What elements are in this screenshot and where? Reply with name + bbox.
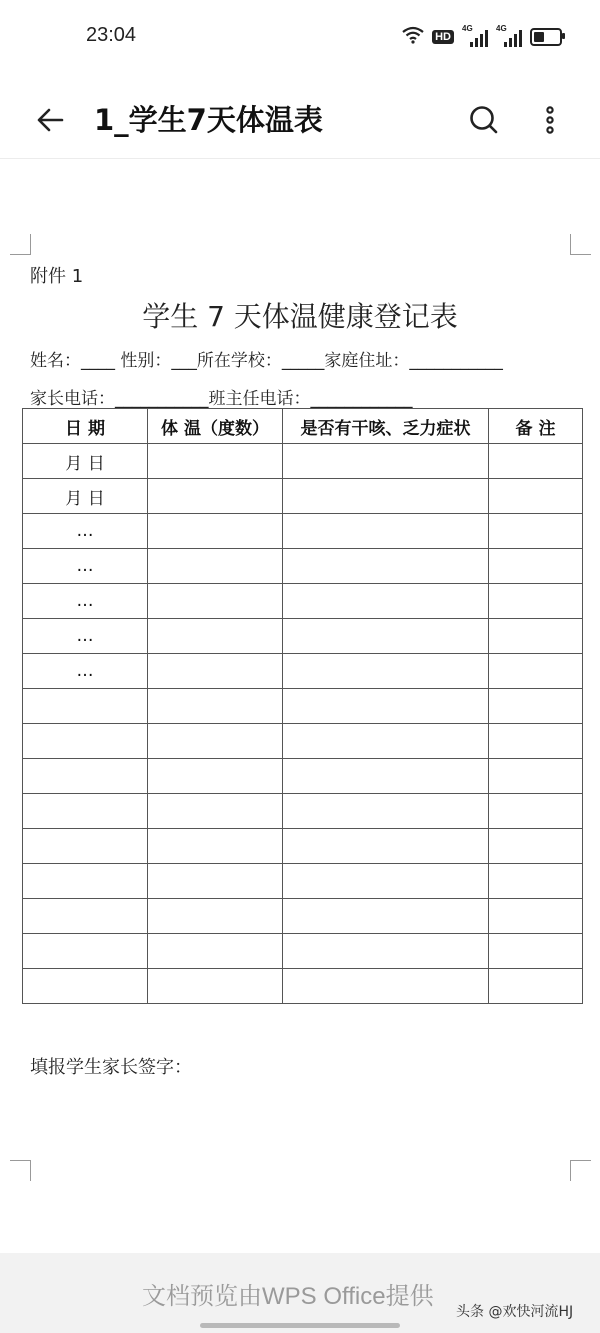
date-cell[interactable]: … bbox=[23, 584, 148, 619]
table-cell[interactable] bbox=[283, 444, 489, 479]
date-cell[interactable]: 月 日 bbox=[23, 479, 148, 514]
page-corner-mark bbox=[570, 234, 591, 255]
table-cell[interactable] bbox=[489, 864, 583, 899]
date-cell[interactable] bbox=[23, 829, 148, 864]
table-row bbox=[23, 549, 583, 584]
temperature-table bbox=[22, 408, 583, 1004]
table-cell[interactable] bbox=[489, 969, 583, 1004]
app-bar bbox=[0, 82, 600, 159]
header-symptoms: 是否有干咳、乏力症状 bbox=[283, 409, 489, 444]
date-cell[interactable] bbox=[23, 689, 148, 724]
table-cell[interactable] bbox=[148, 514, 283, 549]
table-cell[interactable] bbox=[489, 479, 583, 514]
table-cell[interactable] bbox=[283, 934, 489, 969]
hd-icon: HD bbox=[432, 30, 454, 44]
table-row bbox=[23, 829, 583, 864]
table-row bbox=[23, 969, 583, 1004]
status-bar bbox=[0, 0, 600, 72]
battery-icon bbox=[530, 28, 562, 46]
date-cell[interactable] bbox=[23, 934, 148, 969]
table-cell[interactable] bbox=[489, 759, 583, 794]
signal-4g-icon: 4G bbox=[462, 27, 488, 47]
student-info-line: 姓名：____ 性别：___所在学校：_____家庭住址：___________ bbox=[30, 351, 503, 371]
attachment-label: 附件 1 bbox=[30, 266, 84, 287]
table-row bbox=[23, 619, 583, 654]
date-cell[interactable] bbox=[23, 794, 148, 829]
date-cell[interactable] bbox=[23, 969, 148, 1004]
table-cell[interactable] bbox=[489, 724, 583, 759]
home-indicator[interactable] bbox=[200, 1323, 400, 1328]
table-cell[interactable] bbox=[489, 899, 583, 934]
table-cell[interactable] bbox=[489, 549, 583, 584]
header-date: 日 期 bbox=[23, 409, 148, 444]
date-cell[interactable]: … bbox=[23, 514, 148, 549]
date-cell[interactable] bbox=[23, 759, 148, 794]
page-corner-mark bbox=[10, 234, 31, 255]
table-cell[interactable] bbox=[283, 619, 489, 654]
table-cell[interactable] bbox=[489, 689, 583, 724]
table-cell[interactable] bbox=[148, 899, 283, 934]
table-row bbox=[23, 794, 583, 829]
status-icons bbox=[402, 26, 562, 48]
table-cell[interactable] bbox=[489, 794, 583, 829]
header-remarks: 备 注 bbox=[489, 409, 583, 444]
table-cell[interactable] bbox=[148, 444, 283, 479]
table-row bbox=[23, 654, 583, 689]
table-row bbox=[23, 479, 583, 514]
table-row bbox=[23, 689, 583, 724]
table-cell[interactable] bbox=[283, 689, 489, 724]
table-cell[interactable] bbox=[283, 829, 489, 864]
table-row bbox=[23, 584, 583, 619]
table-row bbox=[23, 864, 583, 899]
document-title: 1_学生7天体温表 bbox=[94, 103, 323, 137]
table-cell[interactable] bbox=[489, 584, 583, 619]
table-cell[interactable] bbox=[283, 549, 489, 584]
table-cell[interactable] bbox=[283, 969, 489, 1004]
table-cell[interactable] bbox=[148, 584, 283, 619]
date-cell[interactable]: … bbox=[23, 549, 148, 584]
table-cell[interactable] bbox=[489, 654, 583, 689]
table-cell[interactable] bbox=[148, 654, 283, 689]
contact-info-line: 家长电话：___________班主任电话：____________ bbox=[30, 389, 413, 409]
wifi-icon bbox=[402, 26, 424, 48]
back-arrow-icon bbox=[32, 100, 72, 140]
table-cell[interactable] bbox=[283, 864, 489, 899]
watermark: 头条 @欢快河流HJ bbox=[456, 1304, 574, 1320]
page-corner-mark bbox=[10, 1160, 31, 1181]
table-cell[interactable] bbox=[283, 584, 489, 619]
date-cell[interactable]: … bbox=[23, 619, 148, 654]
table-row bbox=[23, 759, 583, 794]
table-row bbox=[23, 899, 583, 934]
table-cell[interactable] bbox=[489, 619, 583, 654]
search-button[interactable] bbox=[464, 100, 504, 140]
table-cell[interactable] bbox=[148, 619, 283, 654]
table-row bbox=[23, 514, 583, 549]
signature-label: 填报学生家长签字： bbox=[30, 1057, 192, 1078]
table-cell[interactable] bbox=[148, 479, 283, 514]
search-icon bbox=[464, 100, 504, 140]
table-cell[interactable] bbox=[148, 724, 283, 759]
page-corner-mark bbox=[570, 1160, 591, 1181]
table-cell[interactable] bbox=[148, 829, 283, 864]
table-cell[interactable] bbox=[148, 794, 283, 829]
table-cell[interactable] bbox=[148, 759, 283, 794]
more-button[interactable] bbox=[530, 100, 570, 140]
table-cell[interactable] bbox=[489, 934, 583, 969]
table-cell[interactable] bbox=[283, 654, 489, 689]
table-cell[interactable] bbox=[148, 864, 283, 899]
table-cell[interactable] bbox=[148, 689, 283, 724]
table-cell[interactable] bbox=[148, 934, 283, 969]
more-vert-icon bbox=[530, 100, 570, 140]
table-cell[interactable] bbox=[283, 479, 489, 514]
table-header-row bbox=[23, 409, 583, 444]
table-cell[interactable] bbox=[489, 514, 583, 549]
table-cell[interactable] bbox=[148, 969, 283, 1004]
table-cell[interactable] bbox=[283, 794, 489, 829]
table-cell[interactable] bbox=[283, 724, 489, 759]
battery-level bbox=[534, 32, 544, 42]
table-body bbox=[23, 444, 583, 1004]
date-cell[interactable] bbox=[23, 864, 148, 899]
form-title: 学生 7 天体温健康登记表 bbox=[142, 300, 458, 333]
date-cell[interactable]: 月 日 bbox=[23, 444, 148, 479]
status-time: 23:04 bbox=[86, 24, 137, 46]
table-cell[interactable] bbox=[283, 514, 489, 549]
provider-text: 文档预览由WPS Office提供 bbox=[142, 1283, 434, 1310]
table-cell[interactable] bbox=[283, 759, 489, 794]
table-row bbox=[23, 724, 583, 759]
signal-4g-icon: 4G bbox=[496, 27, 522, 47]
table-cell[interactable] bbox=[148, 549, 283, 584]
table-cell[interactable] bbox=[283, 899, 489, 934]
date-cell[interactable] bbox=[23, 899, 148, 934]
table-cell[interactable] bbox=[489, 444, 583, 479]
table-row bbox=[23, 934, 583, 969]
table-row bbox=[23, 444, 583, 479]
back-button[interactable] bbox=[32, 100, 72, 140]
date-cell[interactable] bbox=[23, 724, 148, 759]
table-cell[interactable] bbox=[489, 829, 583, 864]
header-temperature: 体 温（度数） bbox=[148, 409, 283, 444]
date-cell[interactable]: … bbox=[23, 654, 148, 689]
document-page[interactable] bbox=[0, 160, 600, 1250]
